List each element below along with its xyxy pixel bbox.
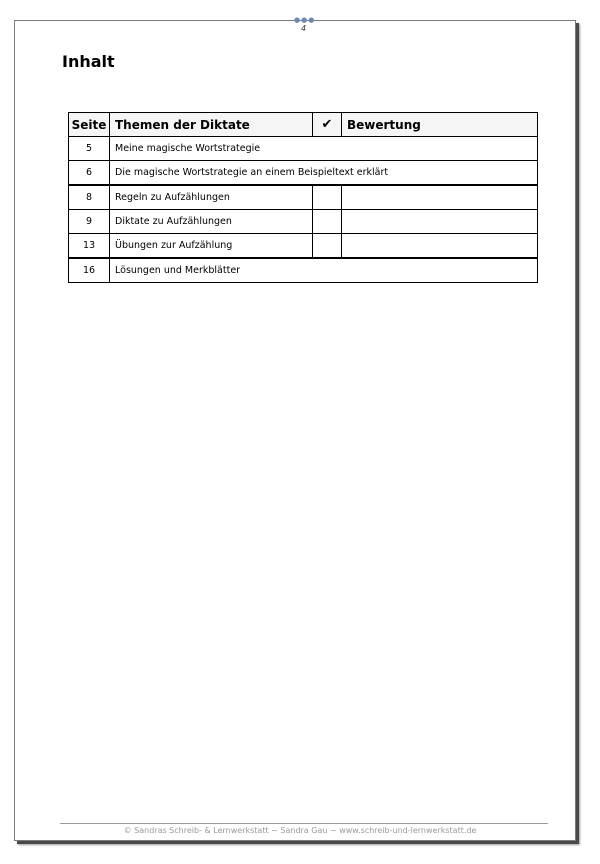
column-header-bewertung: Bewertung — [342, 113, 538, 137]
table-row — [69, 137, 538, 161]
table-header-row — [69, 113, 538, 137]
row-page: 16 — [69, 258, 110, 283]
page-marker-dots: ●●● — [294, 16, 316, 24]
row-check-cell[interactable] — [313, 210, 342, 234]
page-number: 4 — [301, 24, 307, 33]
row-page: 6 — [69, 161, 110, 186]
row-page: 13 — [69, 234, 110, 259]
footer-text: © Sandras Schreib- & Lernwerkstatt ~ Sandra Gau ~ www.schreib-und-lernwerkstatt.de — [123, 826, 477, 835]
column-header-themen: Themen der Diktate — [110, 113, 313, 137]
table-row — [69, 210, 538, 234]
column-header-check: ✔ — [313, 113, 342, 137]
column-header-seite: Seite — [69, 113, 110, 137]
row-topic: Die magische Wortstrategie an einem Beispieltext erklärt — [110, 161, 538, 186]
table-row — [69, 234, 538, 259]
row-check-cell[interactable] — [313, 185, 342, 210]
footer-divider — [60, 823, 548, 824]
row-rating-cell[interactable] — [342, 234, 538, 259]
row-topic: Regeln zu Aufzählungen — [110, 185, 313, 210]
table-row — [69, 258, 538, 283]
row-page: 8 — [69, 185, 110, 210]
row-check-cell[interactable] — [313, 234, 342, 259]
row-topic: Diktate zu Aufzählungen — [110, 210, 313, 234]
table-row — [69, 161, 538, 186]
page-title: Inhalt — [62, 52, 115, 71]
table-row — [69, 185, 538, 210]
row-page: 9 — [69, 210, 110, 234]
row-topic: Übungen zur Aufzählung — [110, 234, 313, 259]
row-rating-cell[interactable] — [342, 210, 538, 234]
row-rating-cell[interactable] — [342, 185, 538, 210]
row-page: 5 — [69, 137, 110, 161]
row-topic: Lösungen und Merkblätter — [110, 258, 538, 283]
contents-table — [68, 112, 538, 283]
row-topic: Meine magische Wortstrategie — [110, 137, 538, 161]
